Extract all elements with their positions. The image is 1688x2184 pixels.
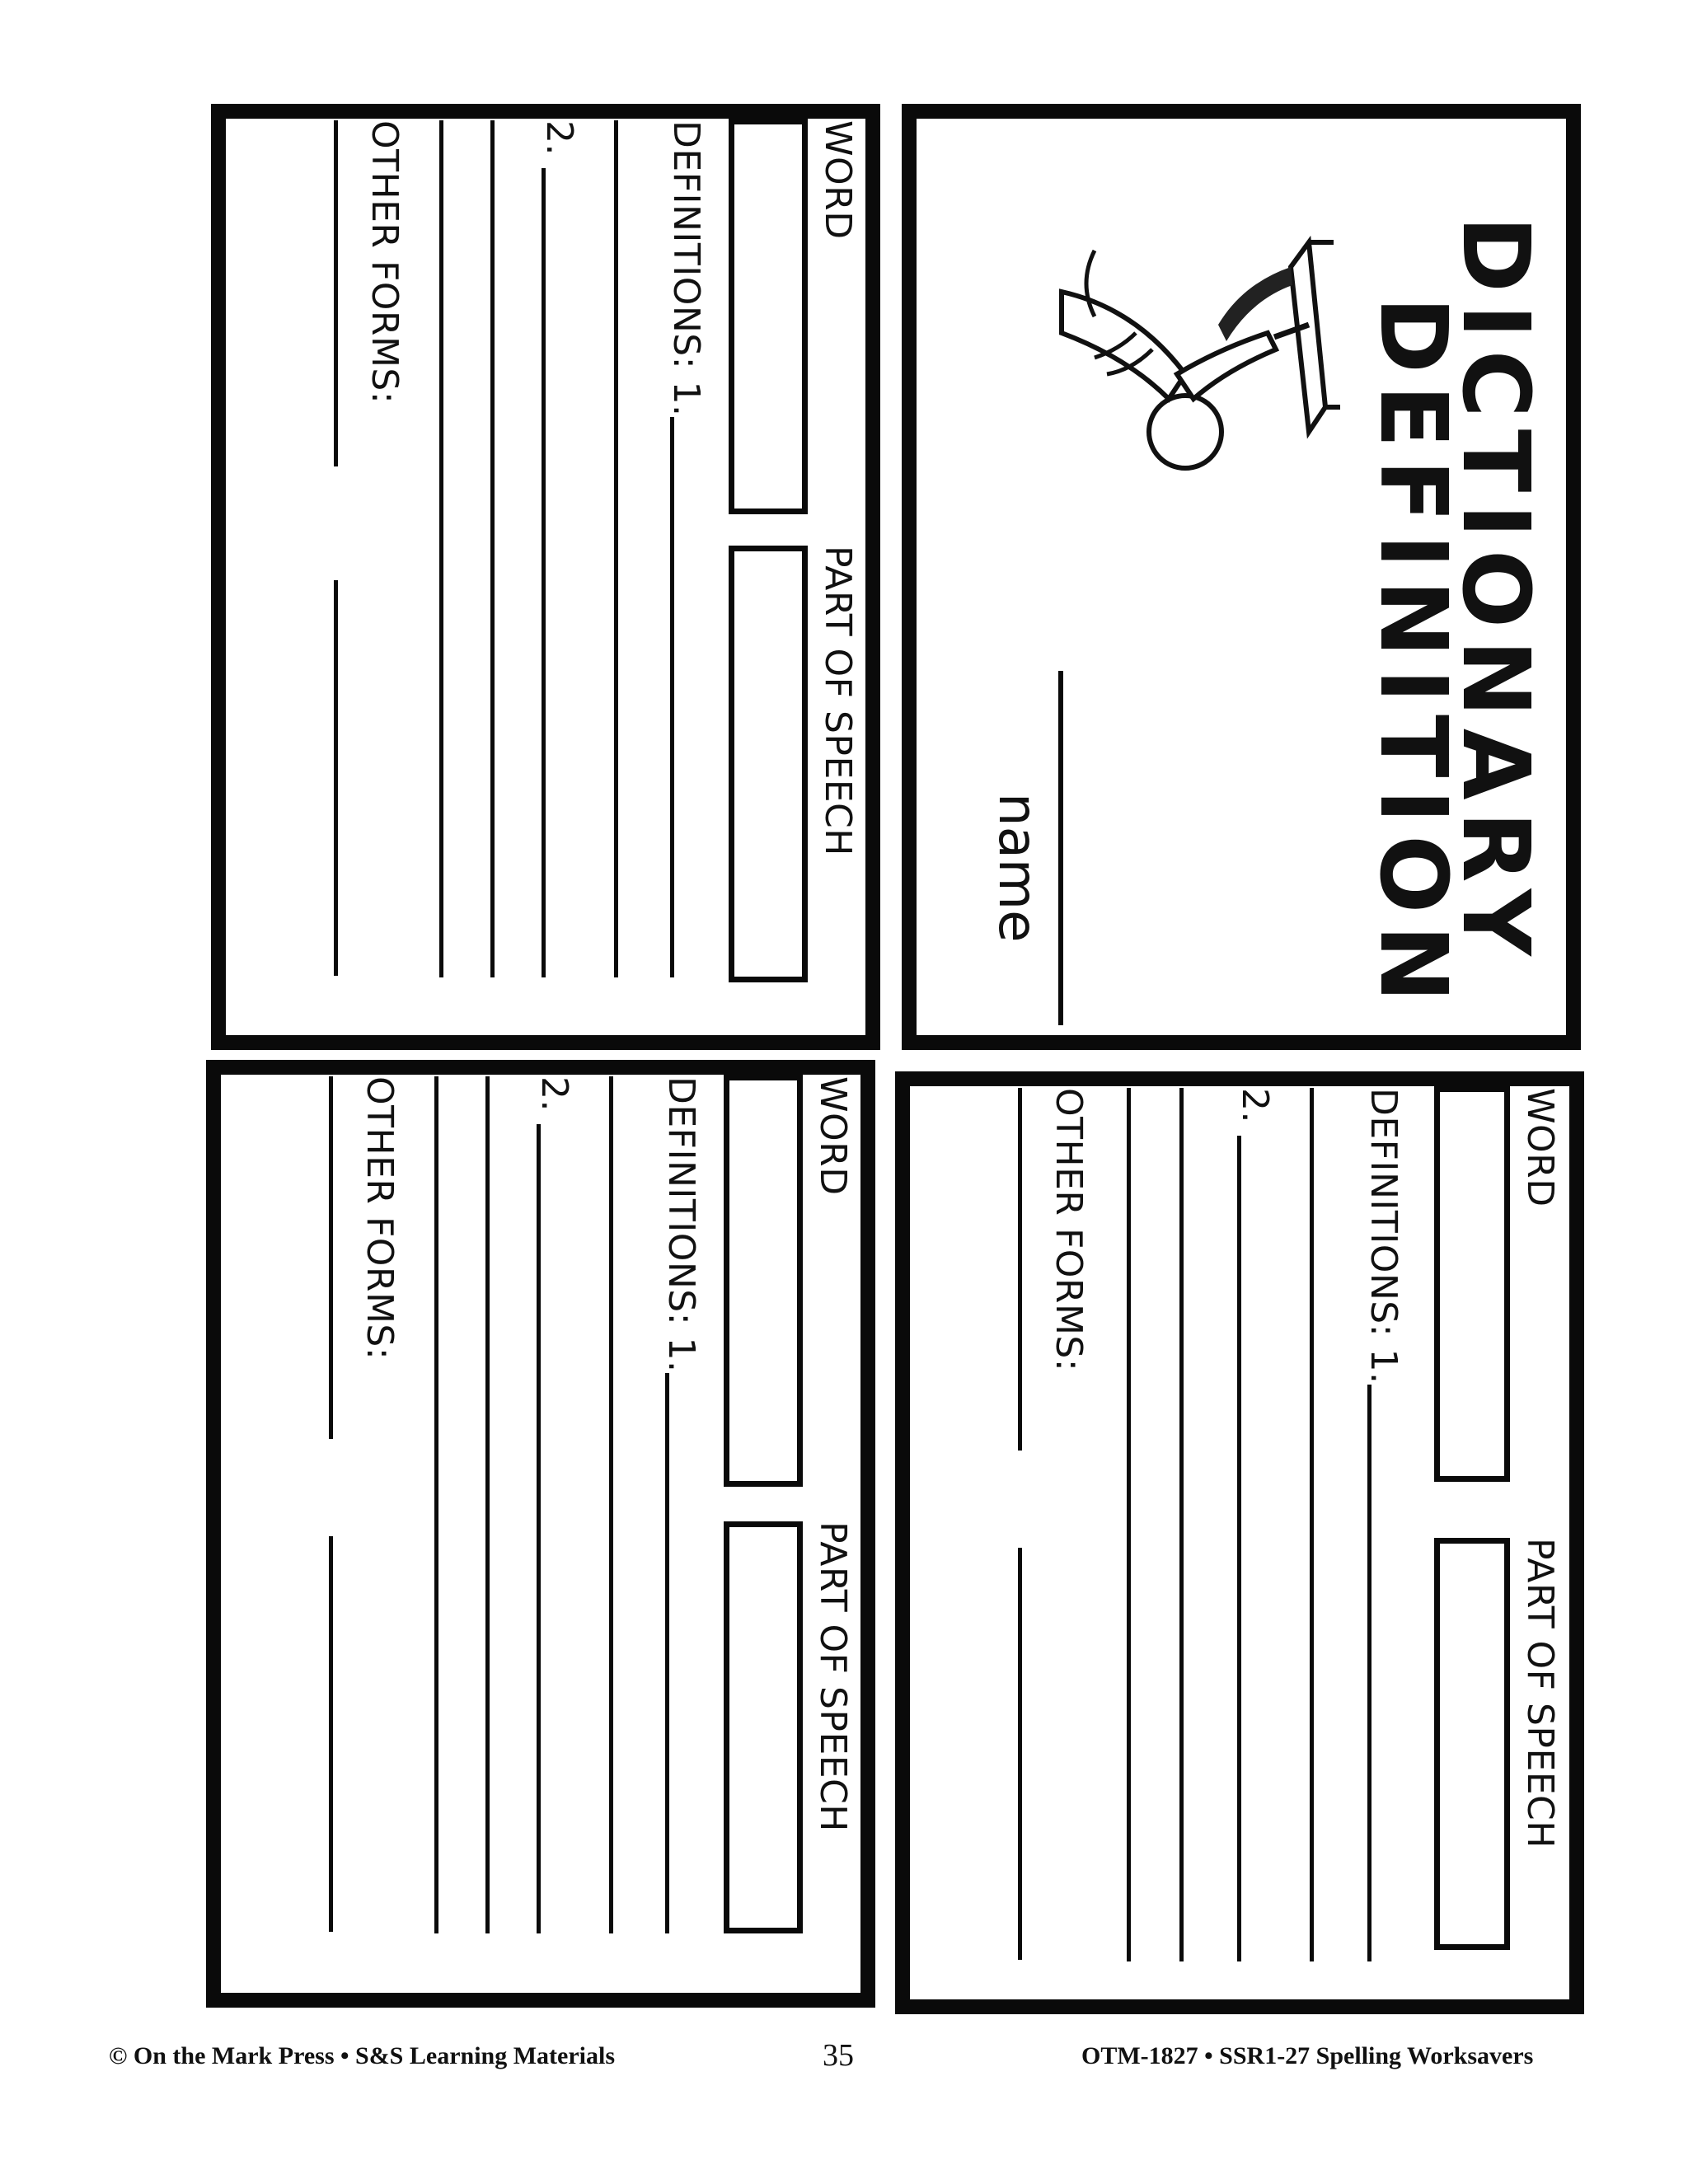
page-number: 35 <box>823 2038 854 2073</box>
other-forms-label: OTHER FORMS: <box>363 120 406 405</box>
part-of-speech-box[interactable] <box>729 546 808 982</box>
definition-line[interactable] <box>485 1076 490 1933</box>
part-of-speech-box[interactable] <box>1434 1538 1510 1950</box>
definition-line[interactable] <box>1179 1088 1184 1961</box>
definition-line[interactable] <box>434 1076 438 1933</box>
student-writing-illustration <box>1039 234 1342 481</box>
cover-title-definition: DEFINITION <box>1359 297 1466 1015</box>
definitions-label: DEFINITIONS: 1. <box>660 1076 702 1373</box>
definition-2-label: 2. <box>538 120 580 156</box>
definition-line[interactable] <box>614 120 618 977</box>
other-forms-line[interactable] <box>1018 1548 1022 1960</box>
other-forms-line[interactable] <box>334 580 338 976</box>
part-of-speech-label: PART OF SPEECH <box>812 1521 854 1832</box>
definition-1-line[interactable] <box>1367 1385 1372 1961</box>
definition-2-line[interactable] <box>542 168 546 977</box>
definition-card <box>895 1071 1584 2014</box>
definition-2-label: 2. <box>533 1076 575 1112</box>
definition-card <box>211 104 880 1050</box>
definition-1-line[interactable] <box>670 417 674 977</box>
definition-card <box>206 1060 875 2008</box>
other-forms-line[interactable] <box>1018 1088 1022 1451</box>
other-forms-line[interactable] <box>329 1076 333 1439</box>
definition-line[interactable] <box>609 1076 613 1933</box>
word-label: WORD <box>812 1076 854 1196</box>
other-forms-line[interactable] <box>334 120 338 466</box>
part-of-speech-label: PART OF SPEECH <box>817 546 859 856</box>
definition-line[interactable] <box>490 120 495 977</box>
part-of-speech-box[interactable] <box>724 1521 803 1933</box>
footer-copyright: © On the Mark Press • S&S Learning Materials <box>109 2042 615 2069</box>
definitions-label: DEFINITIONS: 1. <box>1362 1088 1404 1385</box>
definition-2-label: 2. <box>1234 1088 1276 1123</box>
definitions-label: DEFINITIONS: 1. <box>665 120 707 417</box>
cover-title-dictionary: DICTIONARY <box>1442 216 1549 968</box>
definition-line[interactable] <box>439 120 443 977</box>
other-forms-label: OTHER FORMS: <box>1048 1088 1090 1372</box>
part-of-speech-label: PART OF SPEECH <box>1519 1538 1561 1849</box>
other-forms-line[interactable] <box>329 1536 333 1932</box>
definition-line[interactable] <box>1310 1088 1314 1961</box>
word-box[interactable] <box>1434 1086 1510 1482</box>
word-label: WORD <box>1519 1088 1561 1207</box>
definition-2-line[interactable] <box>537 1124 541 1933</box>
name-label: name <box>987 793 1048 943</box>
definition-line[interactable] <box>1127 1088 1131 1961</box>
word-box[interactable] <box>729 119 808 514</box>
footer-product-code: OTM-1827 • SSR1-27 Spelling Worksavers <box>1081 2042 1534 2069</box>
word-box[interactable] <box>724 1075 803 1487</box>
word-label: WORD <box>817 120 859 240</box>
other-forms-label: OTHER FORMS: <box>359 1076 401 1361</box>
definition-1-line[interactable] <box>665 1373 669 1933</box>
definition-2-line[interactable] <box>1237 1136 1241 1961</box>
cover-card <box>902 104 1581 1050</box>
name-line[interactable] <box>1058 671 1063 1025</box>
